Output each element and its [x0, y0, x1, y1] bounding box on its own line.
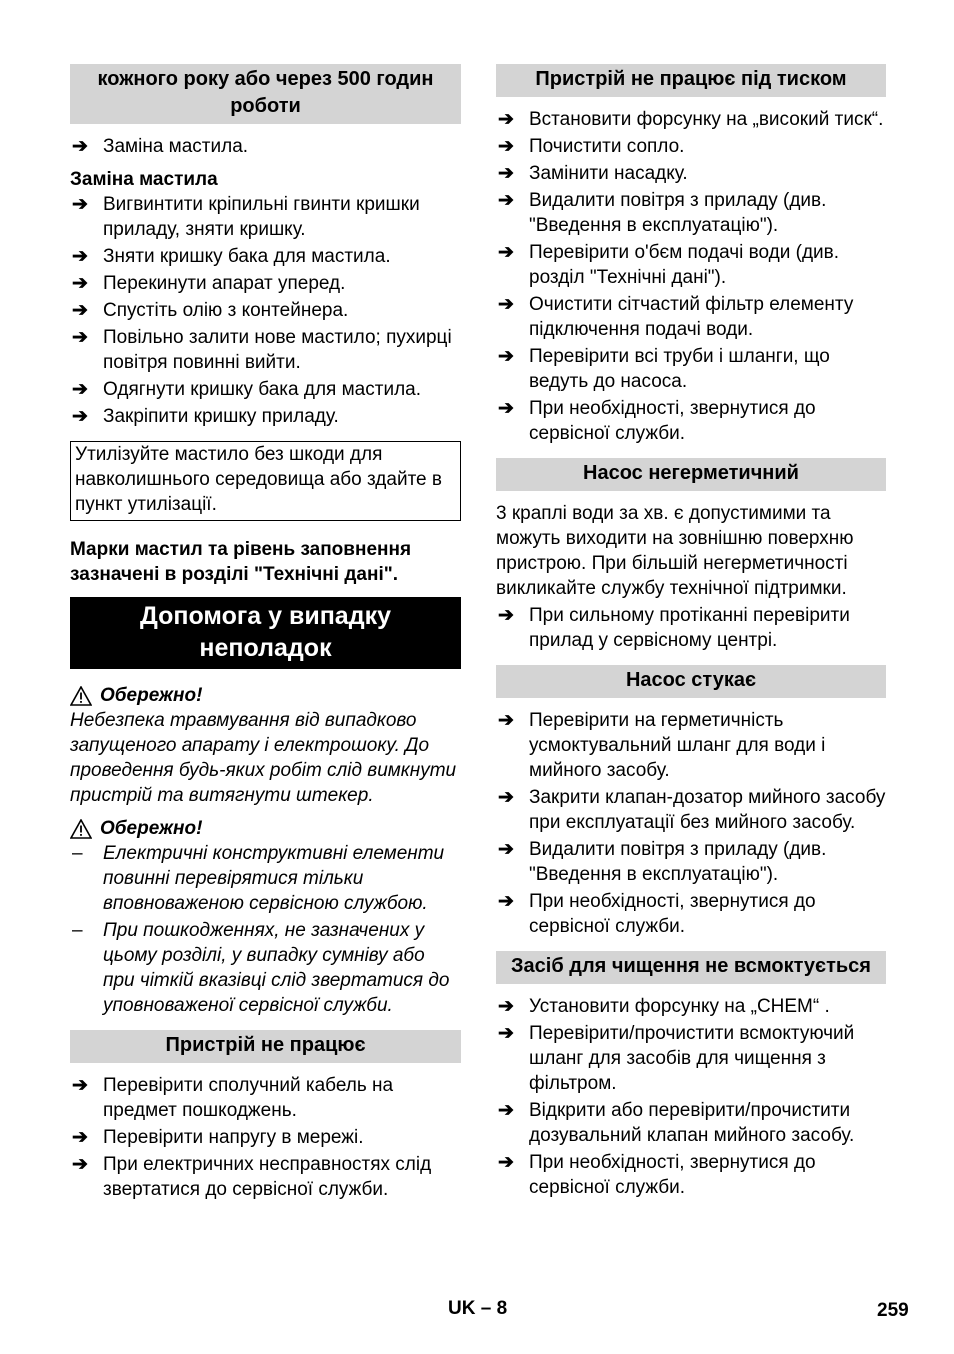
arrow-right-icon: ➔ [498, 710, 514, 731]
arrow-right-icon: ➔ [498, 1152, 514, 1173]
list-item: ➔ Зняти кришку бака для мастила. [72, 246, 391, 267]
list-item: ➔ Відкрити або перевірити/прочистити дозувальний клапан мийного засобу. [498, 1100, 855, 1146]
arrow-right-icon: ➔ [72, 246, 88, 267]
list-item: ➔ Вигвинтити кріпильні гвинти кришки приладу, зняти кришку. [72, 194, 420, 240]
left-column [70, 64, 461, 1204]
pump-leaking-steps [496, 603, 886, 653]
arrow-right-icon: ➔ [498, 242, 514, 263]
list-item: ➔ Перевірити на герметичність усмоктувальний шланг для води і мийного засобу. [498, 710, 826, 781]
arrow-right-icon: ➔ [72, 300, 88, 321]
arrow-right-icon: ➔ [498, 109, 514, 130]
warning-heading: Обережно! [70, 816, 461, 841]
section-header-device-not-working: Пристрій не працює [70, 1030, 461, 1063]
arrow-right-icon: ➔ [498, 605, 514, 626]
list-item: ➔ При електричних несправностях слід звертатися до сервісної служби. [72, 1154, 432, 1200]
warning-list [70, 841, 461, 1018]
arrow-right-icon: ➔ [498, 294, 514, 315]
arrow-right-icon: ➔ [498, 136, 514, 157]
list-item: ➔ Видалити повітря з приладу (див. "Введення в експлуатацію"). [498, 839, 827, 885]
arrow-right-icon: ➔ [72, 1127, 88, 1148]
list-item: ➔ Замінити насадку. [498, 163, 688, 184]
section-header-no-pressure: Пристрій не працює під тиском [496, 64, 886, 97]
list-item: ➔ Перекинути апарат уперед. [72, 273, 346, 294]
list-item: ➔ Перевірити напругу в мережі. [72, 1127, 364, 1148]
detergent-steps [496, 994, 886, 1200]
arrow-right-icon: ➔ [498, 996, 514, 1017]
list-item: ➔ Закрити клапан-дозатор мийного засобу при експлуатації без мийного засобу. [498, 787, 886, 833]
subheading-oil-change: Заміна мастила [70, 169, 218, 190]
list-item: ➔ Перевірити/прочистити всмоктуючий шланг для засобів для чищення з фільтром. [498, 1023, 855, 1094]
oil-change-steps [70, 192, 461, 429]
arrow-right-icon: ➔ [72, 406, 88, 427]
arrow-right-icon: ➔ [72, 379, 88, 400]
arrow-right-icon: ➔ [72, 1075, 88, 1096]
no-pressure-steps [496, 107, 886, 446]
arrow-right-icon: ➔ [498, 1023, 514, 1044]
arrow-right-icon: ➔ [72, 273, 88, 294]
arrow-right-icon: ➔ [498, 787, 514, 808]
list-item: ➔ Перевірити всі труби і шланги, що ведуть до насоса. [498, 346, 830, 392]
section-header-pump-leaking: Насос негерметичний [496, 458, 886, 491]
section-header-pump-knocking: Насос стукає [496, 665, 886, 698]
disposal-note: Утилізуйте мастило без шкоди для навколишнього середовища або здайте в пункт утилізації. [70, 441, 461, 521]
section-header-detergent-not-sucked: Засіб для чищення не всмоктується [496, 951, 886, 984]
list-item: ➔ Перевірити о'бєм подачі води (див. розділ "Технічні дані"). [498, 242, 840, 288]
list-item: ➔ Спустіть олію з контейнера. [72, 300, 349, 321]
footer-page-number: 259 [877, 1300, 909, 1321]
list-item: ➔ Видалити повітря з приладу (див. "Введення в експлуатацію"). [498, 190, 827, 236]
list-item: ➔ Перевірити сполучний кабель на предмет пошкоджень. [72, 1075, 394, 1121]
yearly-list [70, 134, 461, 159]
list-item: ➔ Встановити форсунку на „високий тиск“. [498, 109, 884, 130]
list-item: ➔ Повільно залити нове мастило; пухирці повітря повинні вийти. [72, 327, 452, 373]
section-header-yearly: кожного року або через 500 годин роботи [70, 64, 461, 124]
warning-icon [70, 686, 92, 706]
troubleshooting-title: Допомога у випадку неполадок [70, 597, 461, 669]
device-not-working-steps [70, 1073, 461, 1202]
oil-grades-note: Марки мастил та рівень заповнення зазначені в розділі "Технічні дані". [70, 539, 412, 585]
arrow-right-icon: ➔ [72, 1154, 88, 1175]
arrow-right-icon: ➔ [498, 891, 514, 912]
pump-knocking-steps [496, 708, 886, 939]
warning-icon [70, 819, 92, 839]
footer-language-page: UK – 8 [448, 1298, 508, 1319]
warning-text: Небезпека травмування від випадково запущеного апарату і електрошоку. До проведення будь-яких робіт слід вимкнути пристрій та витягнути штекер. [70, 710, 457, 806]
arrow-right-icon: ➔ [498, 346, 514, 367]
arrow-right-icon: ➔ [498, 398, 514, 419]
pump-leaking-text: 3 краплі води за хв. є допустимими та можуть виходити на зовнішню поверхню пристрою. При більшій негерметичності викликайте службу технічної підтримки. [496, 503, 854, 599]
list-item: ➔ Установити форсунку на „CHEM“ . [498, 996, 830, 1017]
list-item: – При пошкодженнях, не зазначених у цьому розділі, у випадку сумніву або при чіткій вказівці слід звертатися до уповноваженої сервісної служби. [72, 920, 450, 1016]
list-item: ➔ Заміна мастила. [72, 136, 249, 157]
arrow-right-icon: ➔ [498, 839, 514, 860]
list-item: ➔ Одягнути кришку бака для мастила. [72, 379, 421, 400]
list-item: ➔ Закріпити кришку приладу. [72, 406, 339, 427]
arrow-right-icon: ➔ [72, 136, 88, 157]
arrow-right-icon: ➔ [498, 1100, 514, 1121]
list-item: ➔ При необхідності, звернутися до сервісної служби. [498, 398, 816, 444]
warning-heading: Обережно! [70, 683, 461, 708]
list-item: ➔ При необхідності, звернутися до сервісної служби. [498, 891, 816, 937]
arrow-right-icon: ➔ [72, 327, 88, 348]
arrow-right-icon: ➔ [498, 190, 514, 211]
list-item: ➔ Очистити сітчастий фільтр елементу підключення подачі води. [498, 294, 854, 340]
list-item: ➔ При необхідності, звернутися до сервісної служби. [498, 1152, 816, 1198]
list-item: ➔ При сильному протіканні перевірити прилад у сервісному центрі. [498, 605, 850, 651]
right-column [496, 64, 886, 1202]
arrow-right-icon: ➔ [72, 194, 88, 215]
list-item: ➔ Почистити сопло. [498, 136, 685, 157]
arrow-right-icon: ➔ [498, 163, 514, 184]
list-item: – Електричні конструктивні елементи повинні перевірятися тільки вповноваженою сервісною службою. [72, 843, 445, 914]
